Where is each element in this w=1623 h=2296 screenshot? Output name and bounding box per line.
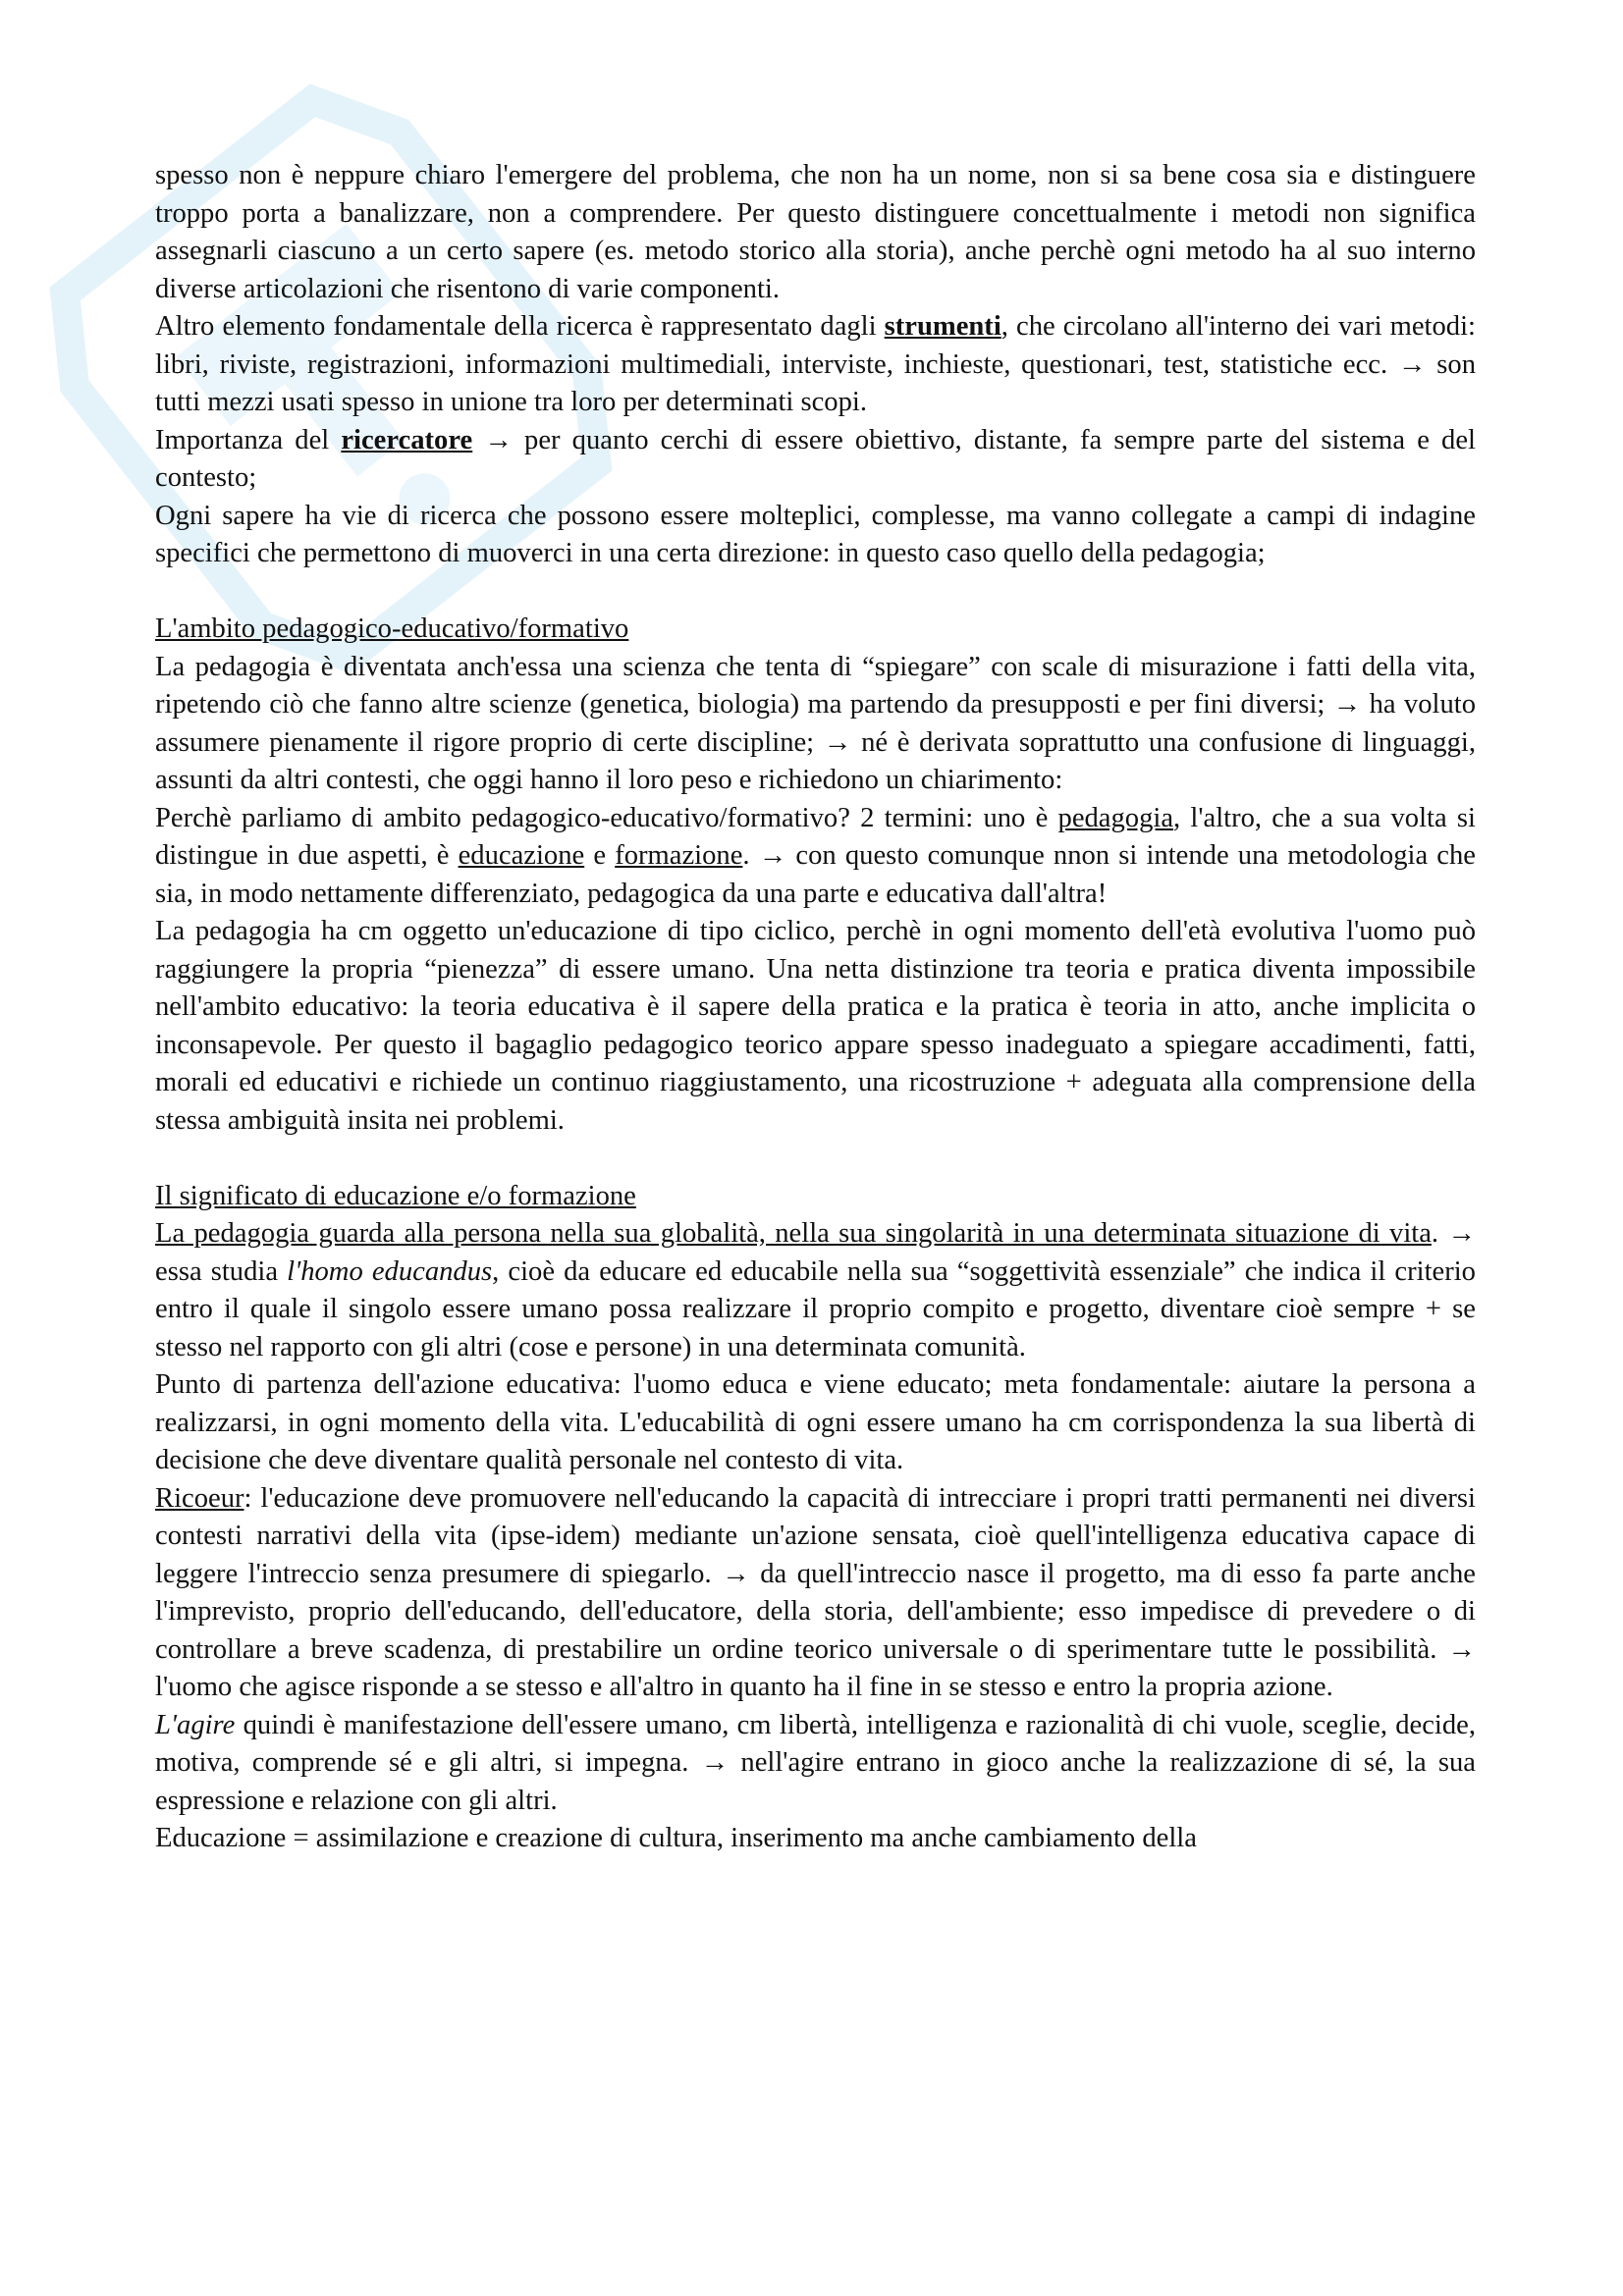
paragraph-7: La pedagogia ha cm oggetto un'educazione di tipo ciclico, perchè in ogni momento dell'età evolutiva l'uomo può raggiungere la propria “pienezza” di essere umano. Una netta distinzione tra teoria e pratica diventa impossibile nell'ambito educativo: la teoria educativa è il sapere della pratica e la pratica è teoria in atto, anche implicita o inconsapevole. Per questo il bagaglio pedagogico teorico appare spesso inadeguato a spiegare accadimenti, fatti, morali ed educativi e richiede un continuo riaggiustamento, una ricostruzione + adeguata alla comprensione della stessa ambiguità insita nei problemi.: [155, 916, 1476, 1136]
paragraph-1: spesso non è neppure chiaro l'emergere del problema, che non ha un nome, non si sa bene cosa sia e distinguere troppo porta a banalizzare, non a comprendere. Per questo distinguere concettualmente i metodi non significa assegnarli ciascuno a un certo sapere (es. metodo storico alla storia), anche perchè ogni metodo ha al suo interno diverse articolazioni che risentono di varie componenti.: [155, 160, 1476, 304]
paragraph-8: [155, 1215, 1476, 1366]
underlined-statement: La pedagogia guarda alla persona nella sua globalità, nella sua singolarità in una determinata situazione di vita: [155, 1218, 1432, 1249]
paragraph-2: [155, 308, 1476, 422]
paragraph-10: [155, 1480, 1476, 1707]
paragraph-8-text-end: , cioè da educare ed educabile nella sua “soggettività essenziale” che indica il criterio entro il quale il singolo essere umano possa realizzare il proprio compito e progetto, diventare cioè sempre + se stesso nel rapporto con gli altri (cose e persone) in una determinata comunità.: [155, 1255, 1476, 1362]
paragraph-6: [155, 800, 1476, 914]
paragraph-6-text-2: , l'altro, che a sua volta si distingue in due aspetti, è: [155, 802, 1476, 871]
paragraph-2-text-end: , che circolano all'interno dei vari metodi: libri, riviste, registrazioni, informazioni multimediali, interviste, inchieste, questionari, test, statistiche ecc. → son tutti mezzi usati spesso in unione tra loro per determinati scopi.: [155, 311, 1476, 417]
section-title-ambito: L'ambito pedagogico-educativo/formativo: [155, 614, 629, 644]
author-ricoeur: Ricoeur: [155, 1482, 244, 1514]
paragraph-6-text-3: e: [584, 840, 616, 871]
paragraph-5: La pedagogia è diventata anch'essa una scienza che tenta di “spiegare” con scale di misurazione i fatti della vita, ripetendo ciò che fanno altre scienze (genetica, biologia) ma partendo da presupposti e per fini diversi; → ha voluto assumere pienamente il rigore proprio di certe discipline; → né è derivata soprattutto una confusione di linguaggi, assunti da altri contesti, che oggi hanno il loro peso e richiedono un chiarimento:: [155, 651, 1476, 795]
term-pedagogia: pedagogia: [1057, 802, 1174, 833]
paragraph-3: [155, 422, 1476, 498]
term-homo-educandus: l'homo educandus: [287, 1255, 493, 1287]
paragraph-6-text: Perchè parliamo di ambito pedagogico-educativo/formativo? 2 termini: uno è: [155, 802, 1058, 833]
paragraph-2-text: Altro elemento fondamentale della ricerca è rappresentato dagli: [155, 311, 885, 342]
spacer: [155, 1140, 1476, 1178]
term-ricercatore: ricercatore: [341, 424, 473, 455]
document-body: [155, 157, 1476, 1858]
paragraph-10-text: : l'educazione deve promuovere nell'educando la capacità di intrecciare i propri tratti permanenti nei diversi contesti narrativi della vita (ipse-idem) mediante un'azione sensata, cioè quell'intelligenza educativa capace di leggere l'intreccio senza presumere di spiegarlo. → da quell'intreccio nasce il progetto, ma di esso fa parte anche l'imprevisto, proprio dell'educando, dell'educatore, della storia, dell'ambiente; esso impedisce di prevedere o di controllare a breve scadenza, di prestabilire un ordine teorico universale o di sperimentare tutte le possibilità. → l'uomo che agisce risponde a se stesso e all'altro in quanto ha il fine in se stesso e entro la propria azione.: [155, 1482, 1476, 1702]
paragraph-9: Punto di partenza dell'azione educativa: l'uomo educa e viene educato; meta fondamentale: aiutare la persona a realizzarsi, in ogni momento della vita. L'educabilità di ogni essere umano ha cm corrispondenza la sua libertà di decisione che deve diventare qualità personale nel contesto di vita.: [155, 1369, 1476, 1475]
paragraph-3-text: Importanza del: [155, 424, 342, 455]
spacer: [155, 573, 1476, 612]
paragraph-11: [155, 1707, 1476, 1821]
paragraph-8-text: . → essa studia: [155, 1218, 1476, 1287]
term-strumenti: strumenti: [884, 311, 1001, 342]
term-educazione: educazione: [458, 840, 585, 871]
term-formazione: formazione: [615, 840, 743, 871]
paragraph-12: Educazione = assimilazione e creazione di cultura, inserimento ma anche cambiamento della: [155, 1823, 1197, 1853]
paragraph-4: Ogni sapere ha vie di ricerca che possono essere molteplici, complesse, ma vanno collegate a campi di indagine specifici che permettono di muoverci in una certa direzione: in questo caso quello della pedagogia;: [155, 500, 1476, 568]
section-title-significato: Il significato di educazione e/o formazione: [155, 1180, 636, 1211]
paragraph-6-text-end: . → con questo comunque nnon si intende una metodologia che sia, in modo nettamente differenziato, pedagogica da una parte e educativa dall'altra!: [155, 840, 1476, 909]
paragraph-3-text-end: → per quanto cerchi di essere obiettivo, distante, fa sempre parte del sistema e del contesto;: [155, 424, 1476, 493]
term-agire: L'agire: [155, 1709, 236, 1740]
paragraph-11-text: quindi è manifestazione dell'essere umano, cm libertà, intelligenza e razionalità di chi vuole, sceglie, decide, motiva, comprende sé e gli altri, si impegna. → nell'agire entrano in gioco anche la realizzazione di sé, la sua espressione e relazione con gli altri.: [155, 1709, 1476, 1816]
